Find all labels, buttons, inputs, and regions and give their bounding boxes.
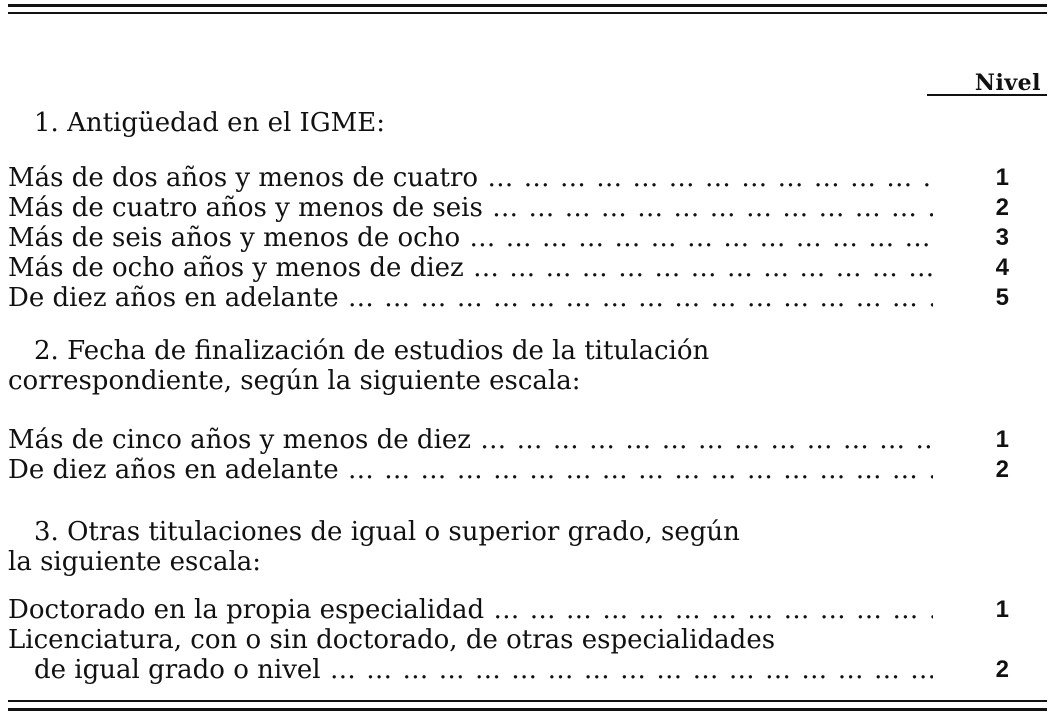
section-3-heading	[8, 517, 948, 577]
list-item	[8, 595, 1033, 625]
section-2-heading-line1: 2. Fecha de finalización de estudios de la titulación	[34, 336, 710, 366]
bottom-double-rule-lower	[8, 708, 1047, 711]
list-item	[8, 163, 1033, 193]
list-item	[8, 193, 1033, 223]
item-level: 1	[995, 596, 1009, 623]
item-level: 1	[995, 426, 1009, 453]
section-2-heading	[8, 336, 948, 396]
item-label: Más de cuatro años y menos de seis … … … … … … … … … … … … … … … … … … … … … … … … … … … …	[8, 193, 933, 223]
item-label: Doctorado en la propia especialidad … … … … … … … … … … … … … … … … … … … … … … … … … … … …	[8, 595, 933, 625]
top-double-rule-lower	[8, 12, 1047, 14]
list-item	[8, 283, 1033, 313]
item-level: 2	[995, 456, 1009, 483]
section-1-list	[8, 163, 1033, 313]
list-item	[8, 223, 1033, 253]
column-header-nivel: Nivel	[974, 70, 1041, 96]
section-1-heading	[8, 108, 948, 138]
item-level: 1	[995, 164, 1009, 191]
item-label: Licenciatura, con o sin doctorado, de otras especialidades	[8, 625, 776, 655]
section-3-heading-line2: la siguiente escala:	[8, 547, 262, 577]
item-label: De diez años en adelante … … … … … … … … … … … … … … … … … … … … … … … … … … … …	[8, 455, 933, 485]
item-label: Más de dos años y menos de cuatro … … … … … … … … … … … … … … … … … … … … … … … … … … … …	[8, 163, 933, 193]
item-label: Más de ocho años y menos de diez … … … … … … … … … … … … … … … … … … … … … … … … … … … …	[8, 253, 933, 283]
item-label: De diez años en adelante … … … … … … … … … … … … … … … … … … … … … … … … … … … …	[8, 283, 933, 313]
section-3-list	[8, 595, 1033, 685]
bottom-double-rule-upper	[8, 700, 1047, 702]
item-label-continuation: de igual grado o nivel … … … … … … … … … … … … … … … … … … … … … … … … … … … …	[34, 655, 933, 685]
item-label: Más de seis años y menos de ocho … … … … … … … … … … … … … … … … … … … … … … … … … … … …	[8, 223, 933, 253]
item-level: 5	[995, 284, 1009, 311]
list-item	[8, 253, 1033, 283]
item-level: 4	[995, 254, 1009, 281]
item-level: 2	[995, 656, 1009, 683]
list-item	[8, 625, 1033, 685]
column-header-underline	[927, 94, 1047, 96]
list-item	[8, 455, 1033, 485]
section-2-heading-line2: correspondiente, según la siguiente escala:	[8, 366, 581, 396]
section-3-heading-line1: 3. Otras titulaciones de igual o superior grado, según	[34, 517, 740, 547]
section-2-list	[8, 425, 1033, 485]
item-label: Más de cinco años y menos de diez … … … … … … … … … … … … … … … … … … … … … … … … … … … …	[8, 425, 933, 455]
item-level: 2	[995, 194, 1009, 221]
item-level: 3	[995, 224, 1009, 251]
section-1-heading-line1: 1. Antigüedad en el IGME:	[34, 108, 385, 138]
top-double-rule-upper	[8, 4, 1047, 7]
list-item	[8, 425, 1033, 455]
